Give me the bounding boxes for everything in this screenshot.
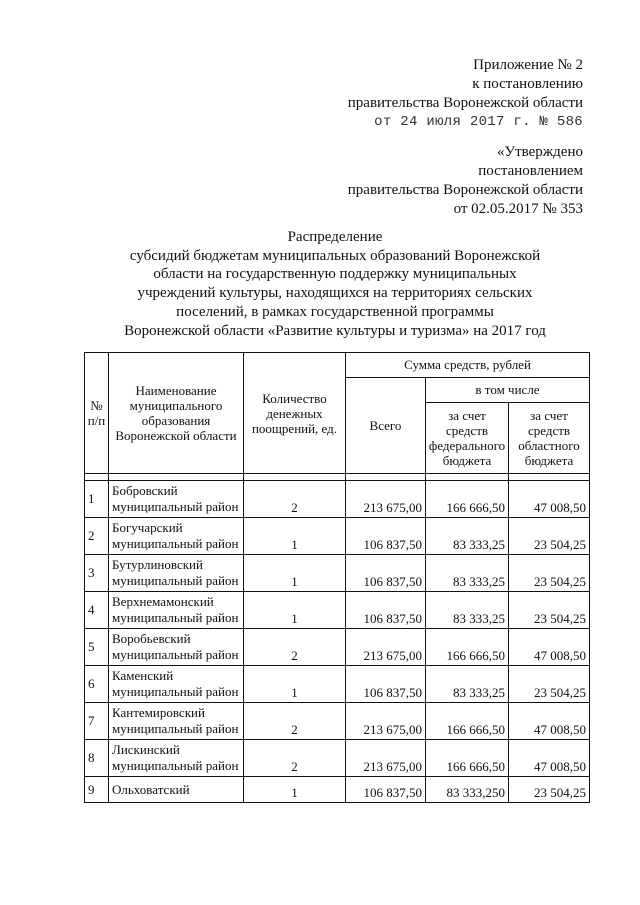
municipality-type: муниципальный район [112, 610, 239, 625]
row-federal: 166 666,50 [426, 629, 509, 666]
row-total: 213 675,00 [346, 703, 426, 740]
row-municipality [109, 740, 244, 777]
row-total: 213 675,00 [346, 481, 426, 518]
header-sum: Сумма средств, рублей [346, 353, 590, 378]
row-number: 9 [85, 777, 109, 803]
row-number: 1 [85, 481, 109, 518]
row-count: 1 [244, 592, 346, 629]
row-number: 2 [85, 518, 109, 555]
row-total: 106 837,50 [346, 777, 426, 803]
row-regional: 47 008,50 [509, 629, 590, 666]
table-row [85, 629, 590, 666]
row-count: 2 [244, 629, 346, 666]
row-count: 2 [244, 740, 346, 777]
row-federal: 83 333,25 [426, 555, 509, 592]
table-row [85, 592, 590, 629]
table-row [85, 666, 590, 703]
title-line-3: области на государственную поддержку муниципальных [153, 266, 517, 283]
approval-line-1: «Утверждено [496, 144, 583, 160]
row-count: 1 [244, 555, 346, 592]
approval-block [263, 143, 583, 219]
row-federal: 166 666,50 [426, 481, 509, 518]
table-row [85, 518, 590, 555]
row-number: 7 [85, 703, 109, 740]
header-name: Наименование муниципального образования Воронежской области [109, 353, 244, 474]
municipality-name: Бобровский [112, 483, 178, 498]
row-municipality [109, 703, 244, 740]
header-separator [85, 474, 590, 481]
municipality-name: Верхнемамонский [112, 594, 214, 609]
municipality-type: муниципальный район [112, 721, 239, 736]
row-municipality [109, 555, 244, 592]
row-municipality [109, 518, 244, 555]
table-row [85, 555, 590, 592]
row-count: 1 [244, 518, 346, 555]
subsidy-table [84, 352, 590, 803]
appendix-header [283, 56, 583, 132]
header-including: в том числе [426, 378, 590, 403]
municipality-name: Воробьевский [112, 631, 191, 646]
row-total: 106 837,50 [346, 592, 426, 629]
row-number: 3 [85, 555, 109, 592]
row-regional: 23 504,25 [509, 666, 590, 703]
row-number: 4 [85, 592, 109, 629]
header-federal: за счет средств федерального бюджета [426, 403, 509, 474]
title-line-2: субсидий бюджетам муниципальных образований Воронежской [129, 247, 541, 264]
approval-line-4: от 02.05.2017 № 353 [453, 201, 583, 217]
row-federal: 83 333,25 [426, 666, 509, 703]
row-total: 106 837,50 [346, 518, 426, 555]
title-line-1: Распределение [287, 229, 383, 245]
header-count: Количество денежных поощрений, ед. [244, 353, 346, 474]
row-regional: 23 504,25 [509, 777, 590, 803]
row-total: 106 837,50 [346, 666, 426, 703]
row-regional: 23 504,25 [509, 555, 590, 592]
row-number: 8 [85, 740, 109, 777]
row-regional: 23 504,25 [509, 518, 590, 555]
municipality-name: Бутурлиновский [112, 557, 203, 572]
title-line-4: учреждений культуры, находящихся на территориях сельских [137, 285, 533, 302]
table-row [85, 481, 590, 518]
row-municipality [109, 777, 244, 803]
header-regional: за счет средств областного бюджета [509, 403, 590, 474]
row-regional: 47 008,50 [509, 481, 590, 518]
header-number: № п/п [85, 353, 109, 474]
title-line-5: поселений, в рамках государственной программы [176, 303, 494, 320]
row-municipality [109, 629, 244, 666]
municipality-type: муниципальный район [112, 758, 239, 773]
registration-stamp: от 24 июля 2017 г. № 586 [374, 114, 583, 130]
row-total: 213 675,00 [346, 740, 426, 777]
row-federal: 83 333,25 [426, 592, 509, 629]
municipality-type: муниципальный район [112, 684, 239, 699]
row-count: 1 [244, 666, 346, 703]
row-total: 213 675,00 [346, 629, 426, 666]
row-regional: 23 504,25 [509, 592, 590, 629]
table-row [85, 703, 590, 740]
municipality-type: муниципальный район [112, 499, 239, 514]
row-municipality [109, 666, 244, 703]
municipality-name: Ольховатский [112, 781, 190, 797]
table-row [85, 777, 590, 803]
appendix-line-2: к постановлению [472, 76, 583, 92]
approval-line-3: правительства Воронежской области [347, 182, 583, 198]
municipality-type: муниципальный район [112, 573, 239, 588]
municipality-type: муниципальный район [112, 647, 239, 662]
appendix-line-3: правительства Воронежской области [347, 95, 583, 111]
municipality-name: Кантемировский [112, 705, 205, 720]
appendix-line-1: Приложение № 2 [473, 57, 583, 73]
municipality-name: Лискинский [112, 742, 180, 757]
table-row [85, 740, 590, 777]
municipality-name: Богучарский [112, 520, 183, 535]
row-number: 5 [85, 629, 109, 666]
row-federal: 83 333,250 [426, 777, 509, 803]
header-total: Всего [346, 378, 426, 474]
title-line-6: Воронежской области «Развитие культуры и туризма» на 2017 год [124, 322, 546, 339]
row-municipality [109, 592, 244, 629]
row-total: 106 837,50 [346, 555, 426, 592]
row-number: 6 [85, 666, 109, 703]
row-federal: 166 666,50 [426, 740, 509, 777]
municipality-name: Каменский [112, 668, 174, 683]
approval-line-2: постановлением [478, 163, 583, 179]
row-count: 1 [244, 777, 346, 803]
row-municipality [109, 481, 244, 518]
row-federal: 166 666,50 [426, 703, 509, 740]
municipality-type: муниципальный район [112, 536, 239, 551]
row-count: 2 [244, 703, 346, 740]
row-regional: 47 008,50 [509, 740, 590, 777]
row-count: 2 [244, 481, 346, 518]
document-title [95, 228, 575, 340]
row-federal: 83 333,25 [426, 518, 509, 555]
row-regional: 47 008,50 [509, 703, 590, 740]
